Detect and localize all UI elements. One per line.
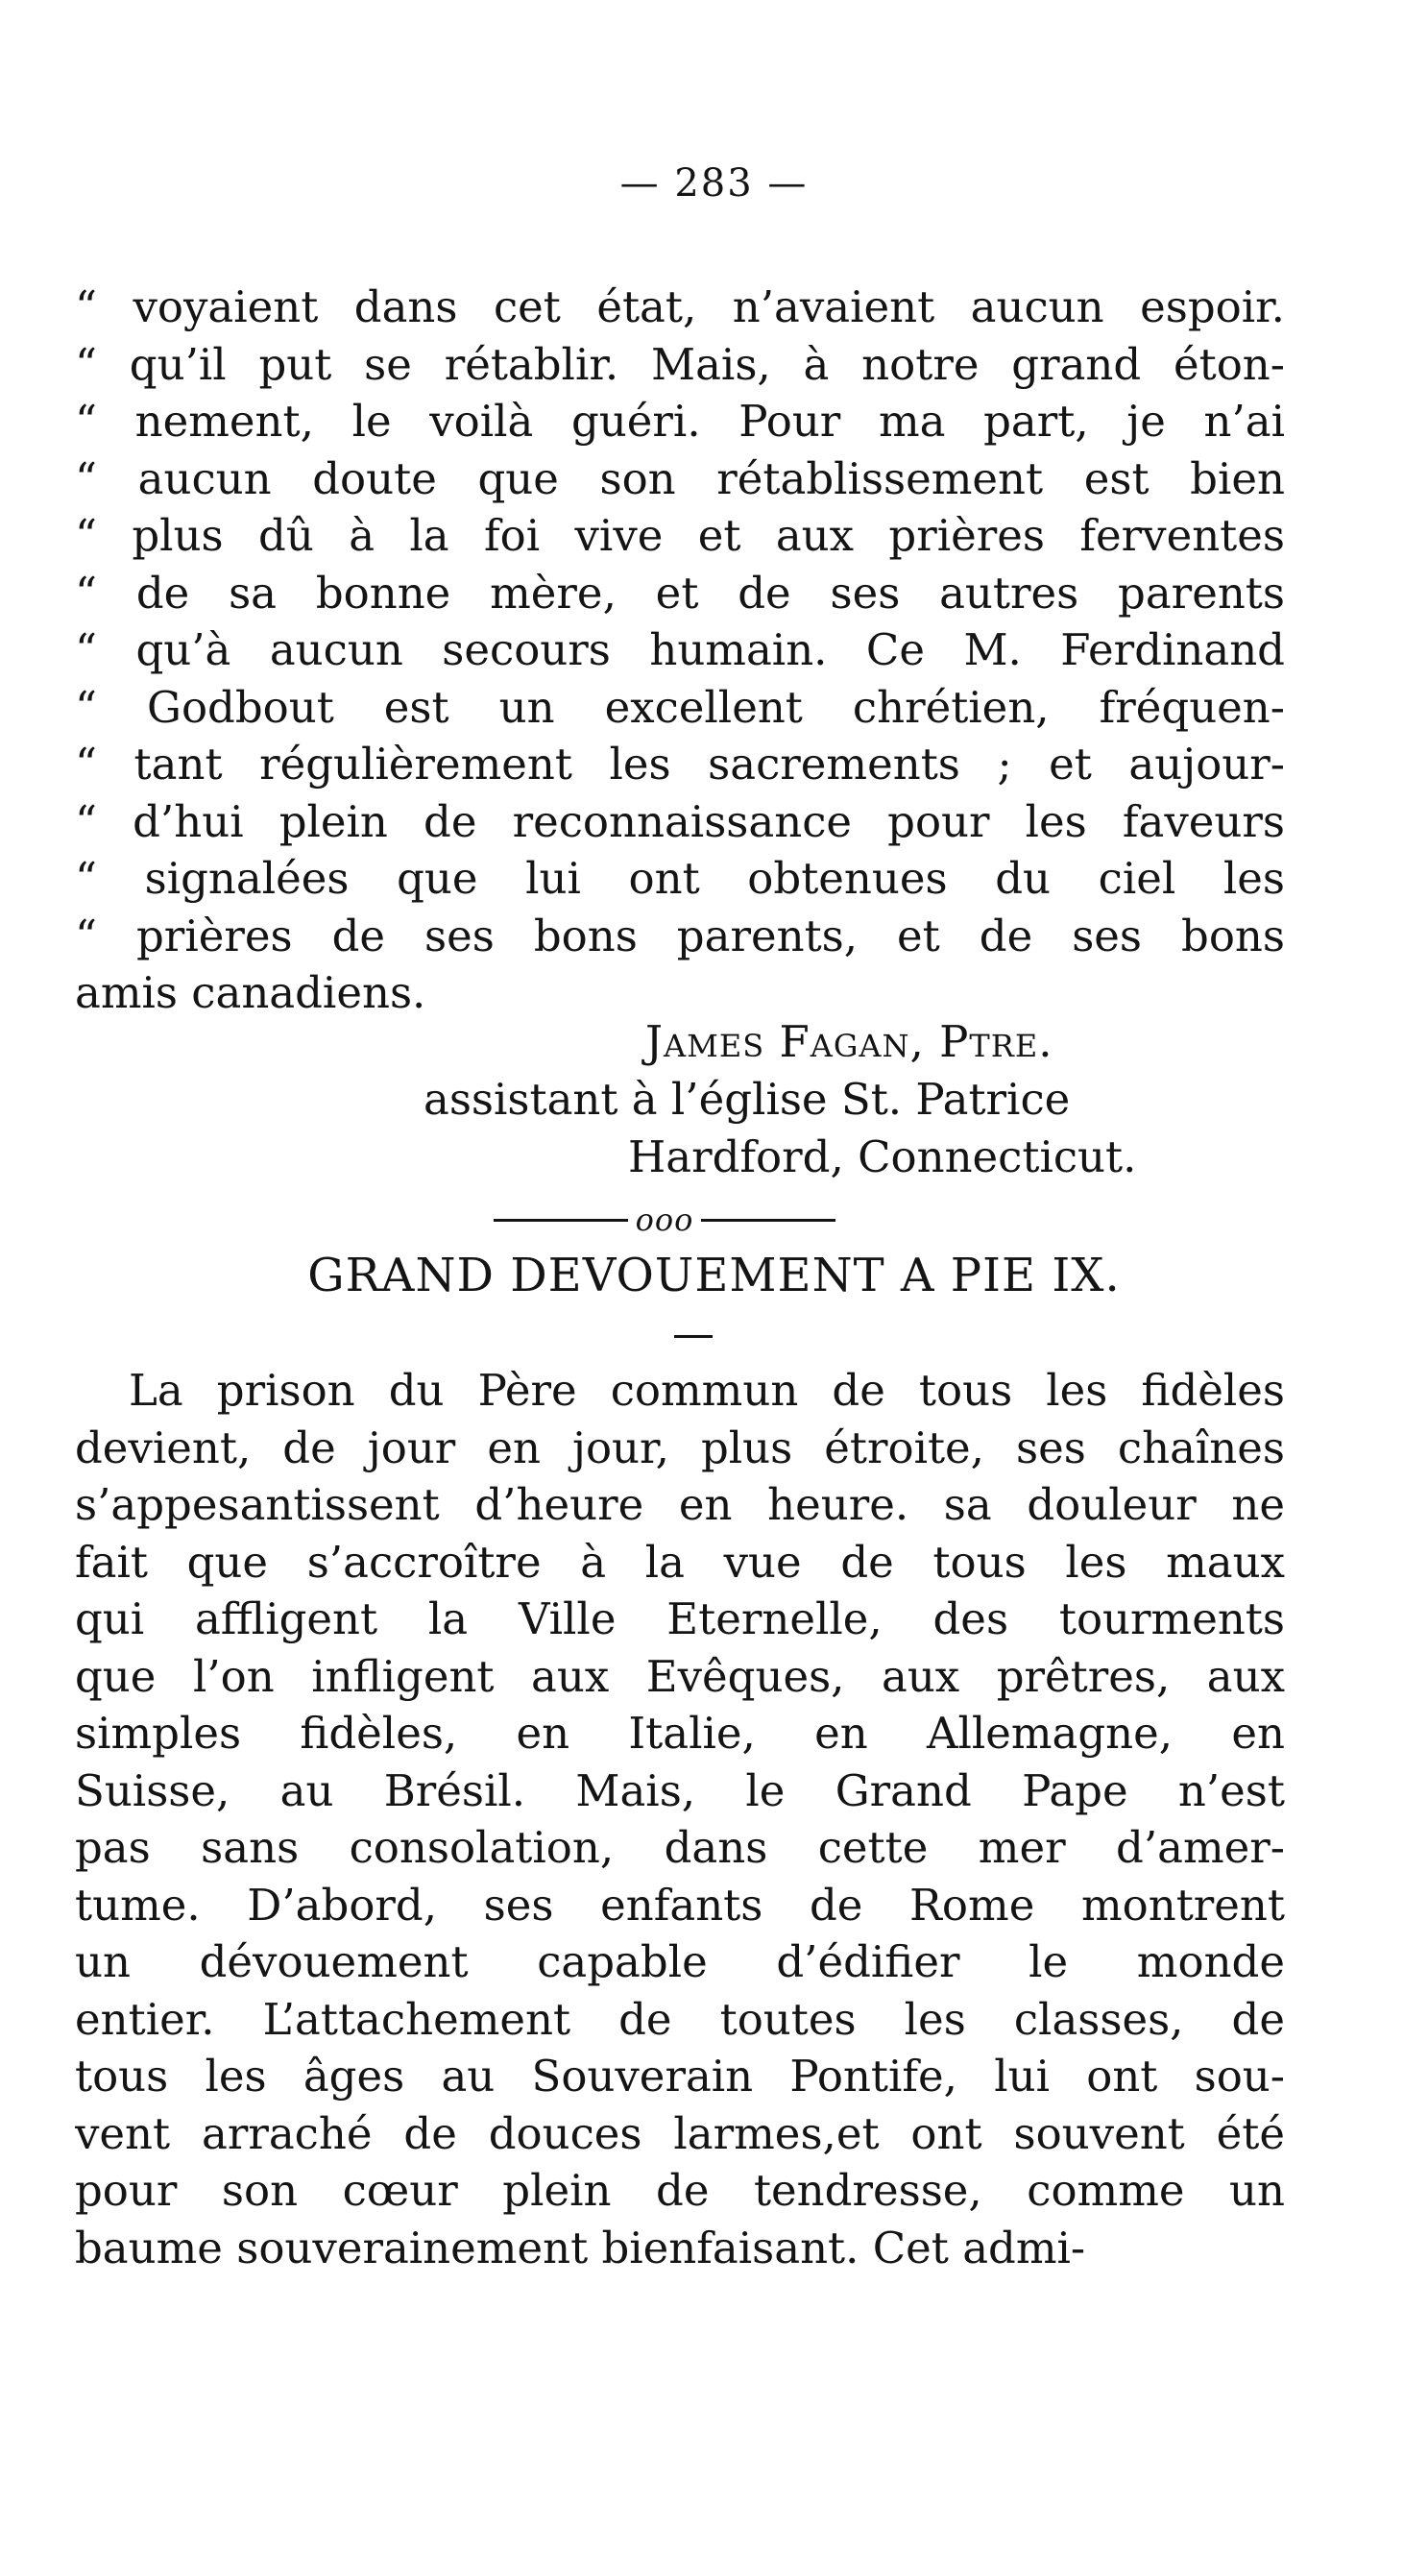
text-line: “ aucun doute que son rétablissement est bien: [75, 452, 1285, 504]
text-line: devient, de jour en jour, plus étroite, ses chaînes: [75, 1422, 1285, 1473]
text-line: “ signalées que lui ont obtenues du ciel les: [75, 853, 1285, 904]
text-line: amis canadiens.: [75, 967, 426, 1018]
text-line: vent arraché de douces larmes,et ont souvent été: [75, 2107, 1285, 2159]
signature-role: assistant à l’église St. Patrice: [424, 1074, 1071, 1125]
signature-name: James Fagan, Ptre.: [645, 1016, 1053, 1067]
section-title: GRAND DEVOUEMENT A PIE IX.: [307, 1249, 1121, 1302]
body-paragraph: [75, 1362, 1285, 2276]
text-line: “ voyaient dans cet état, n’avaient aucun espoir.: [75, 281, 1285, 332]
text-line: “ Godbout est un excellent chrétien, fréquen-: [75, 681, 1285, 733]
text-line: pour son cœur plein de tendresse, comme un: [75, 2165, 1285, 2216]
text-line: entier. L’attachement de toutes les classes, de: [75, 1993, 1285, 2045]
text-line: “ nement, le voilà guéri. Pour ma part, je n’ai: [75, 396, 1285, 447]
text-line: fait que s’accroître à la vue de tous les maux: [75, 1536, 1285, 1588]
text-line: “ d’hui plein de reconnaissance pour les faveurs: [75, 795, 1285, 847]
text-line: “ prières de ses bons parents, et de ses bons: [75, 910, 1285, 961]
section-divider: [463, 1201, 866, 1239]
text-line: pas sans consolation, dans cette mer d’amer-: [75, 1822, 1285, 1873]
text-line: “ tant régulièrement les sacrements ; et aujour-: [75, 739, 1285, 790]
text-line: tous les âges au Souverain Pontife, lui ont sou-: [75, 2051, 1285, 2102]
text-line: qui affligent la Ville Eternelle, des tourments: [75, 1593, 1285, 1644]
text-line: tume. D’abord, ses enfants de Rome montrent: [75, 1879, 1285, 1931]
text-line: s’appesantissent d’heure en heure. sa douleur ne: [75, 1479, 1285, 1530]
text-line: baume souverainement bienfaisant. Cet admi-: [75, 2222, 1086, 2273]
quoted-letter: [75, 279, 1285, 1022]
divider-rule-right: [701, 1219, 835, 1222]
text-line: “ de sa bonne mère, et de ses autres parents: [75, 567, 1285, 619]
text-line: un dévouement capable d’édifier le monde: [75, 1936, 1285, 1987]
divider-rule-left: [494, 1219, 628, 1222]
text-line: que l’on infligent aux Evêques, aux prêtres, aux: [75, 1650, 1285, 1702]
text-line: simples fidèles, en Italie, en Allemagne, en: [75, 1708, 1285, 1759]
text-line: Suisse, au Brésil. Mais, le Grand Pape n’est: [75, 1764, 1285, 1816]
page-number: — 283 —: [619, 161, 809, 206]
text-line: “ qu’à aucun secours humain. Ce M. Ferdinand: [75, 624, 1285, 675]
title-underline-rule: [674, 1335, 713, 1338]
divider-ornament: ooo: [635, 1202, 694, 1238]
signature-place: Hardford, Connecticut.: [628, 1131, 1137, 1182]
text-line: “ plus dû à la foi vive et aux prières ferventes: [75, 510, 1285, 561]
text-line: La prison du Père commun de tous les fidèles: [129, 1365, 1285, 1416]
text-line: “ qu’il put se rétablir. Mais, à notre grand éton-: [75, 338, 1285, 390]
